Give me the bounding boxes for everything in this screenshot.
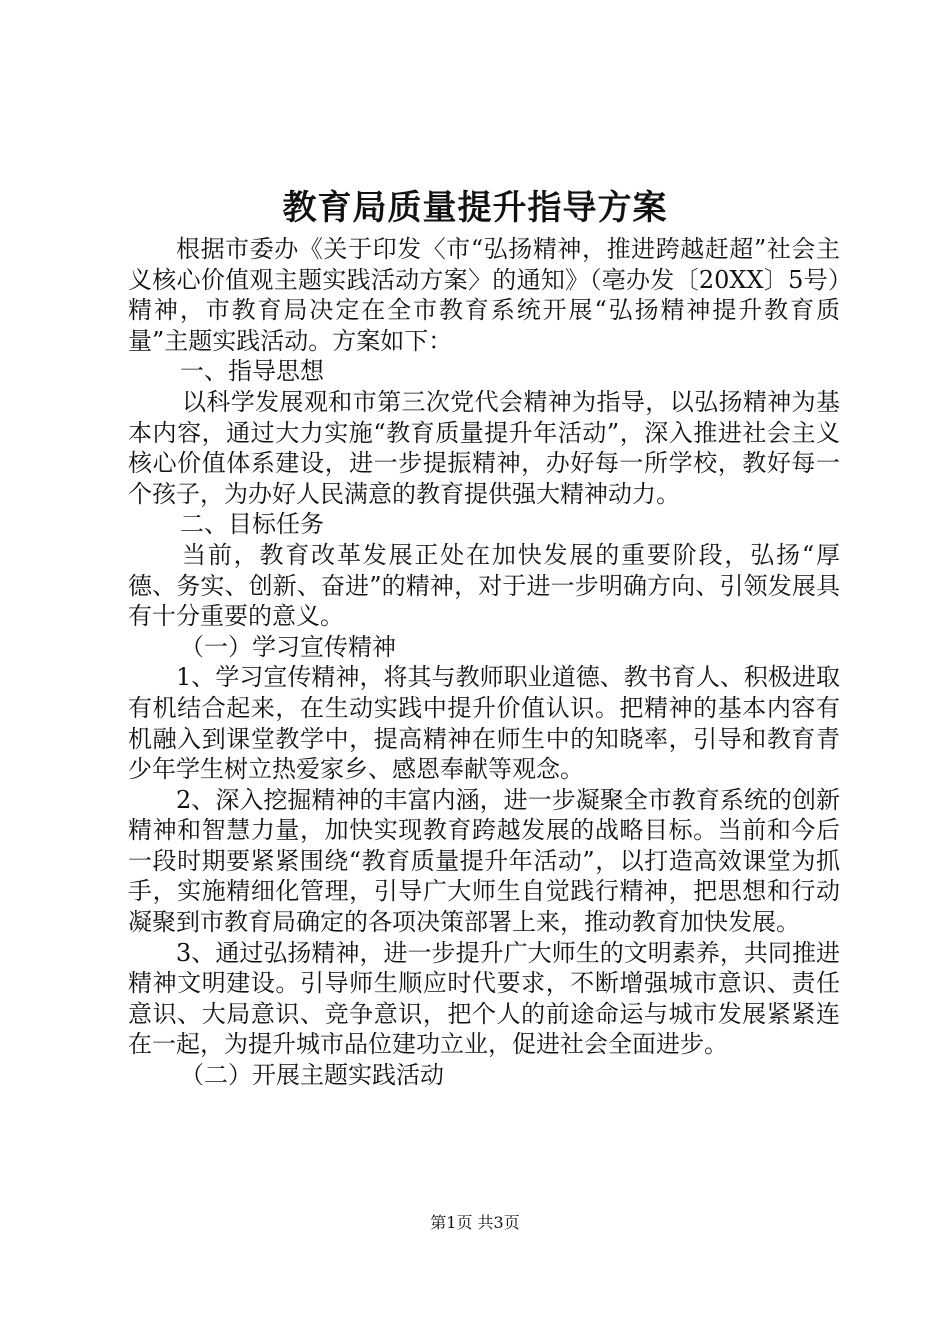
guiding-thought-paragraph: 以科学发展观和市第三次党代会精神为指导，以弘扬精神为基本内容，通过大力实施“教育质量提升年活动”，深入推进社会主义核心价值体系建设，进一步提振精神，办好每一所学校，教好每一个孩子，为办好人民满意的教育提供强大精神动力。 [128, 387, 840, 508]
goals-paragraph: 当前，教育改革发展正处在加快发展的重要阶段，弘扬“厚德、务实、创新、奋进”的精神，对于进一步明确方向、引领发展具有十分重要的意义。 [128, 540, 840, 631]
document-title: 教育局质量提升指导方案 [282, 188, 668, 228]
page-footer: 第1页 共3页 [430, 1213, 520, 1232]
subsection-heading-activities: （二）开展主题实践活动 [180, 1061, 444, 1090]
study-item-2: 2、深入挖掘精神的丰富内涵，进一步凝聚全市教育系统的创新精神和智慧力量，加快实现教育跨越发展的战略目标。当前和今后一段时期要紧紧围绕“教育质量提升年活动”，以打造高效课堂为抓手，实施精细化管理，引导广大师生自觉践行精神，把思想和行动凝聚到市教育局确定的各项决策部署上来，推动教育加快发展。 [128, 785, 840, 937]
study-item-1: 1、学习宣传精神，将其与教师职业道德、教书育人、积极进取有机结合起来，在生动实践中提升价值认识。把精神的基本内容有机融入到课堂教学中，提高精神在师生中的知晓率，引导和教育青少年学生树立热爱家乡、感恩奉献等观念。 [128, 663, 840, 784]
study-item-3: 3、通过弘扬精神，进一步提升广大师生的文明素养，共同推进精神文明建设。引导师生顺应时代要求，不断增强城市意识、责任意识、大局意识、竞争意识，把个人的前途命运与城市发展紧紧连在一起，为提升城市品位建功立业，促进社会全面进步。 [128, 938, 840, 1059]
section-heading-guiding-thought: 一、指导思想 [180, 357, 324, 386]
document-body [128, 234, 840, 1091]
subsection-heading-study: （一）学习宣传精神 [180, 632, 396, 661]
section-heading-goals: 二、目标任务 [180, 510, 324, 539]
intro-paragraph: 根据市委办《关于印发〈市“弘扬精神，推进跨越赶超”社会主义核心价值观主题实践活动方案〉的通知》（亳办发〔20XX〕5号）精神，市教育局决定在全市教育系统开展“弘扬精神提升教育质量”主题实践活动。方案如下： [128, 235, 840, 355]
